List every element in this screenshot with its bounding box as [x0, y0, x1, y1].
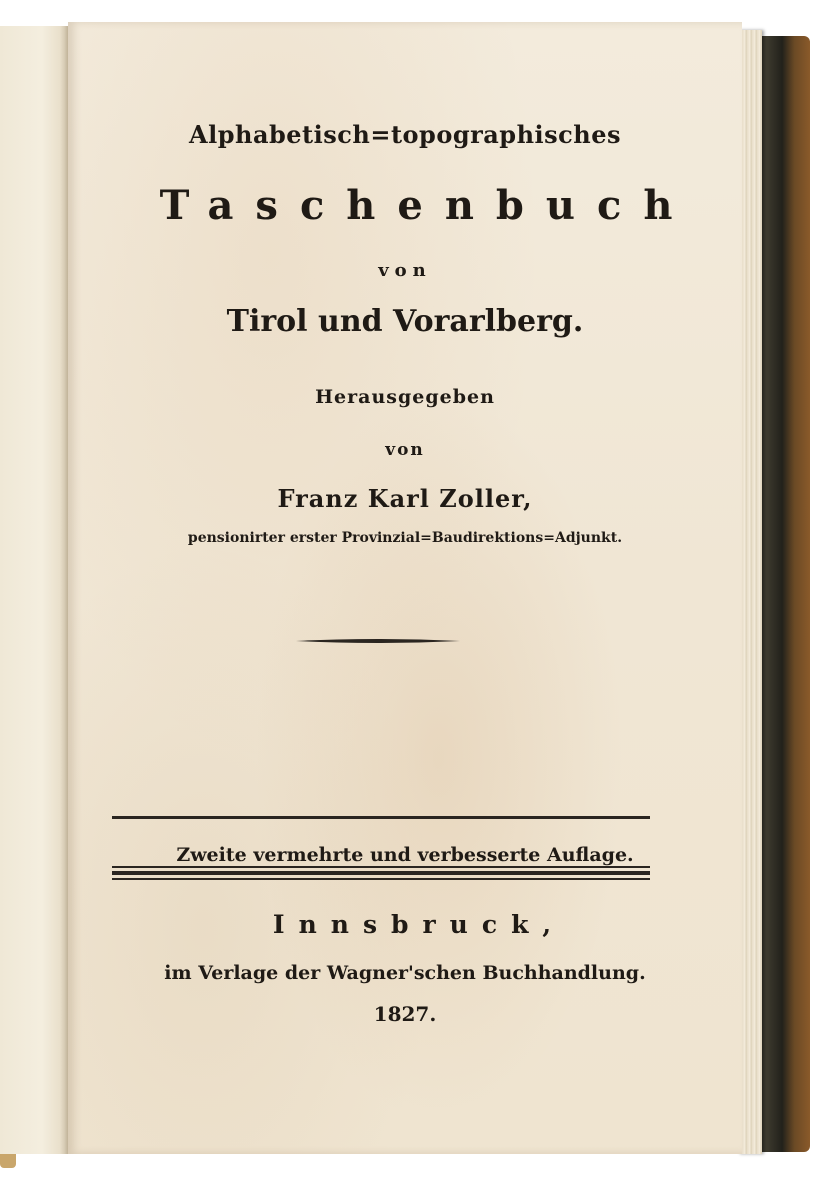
von-line: von — [378, 260, 432, 281]
divider-top — [112, 816, 650, 819]
author-name: Franz Karl Zoller, — [277, 484, 533, 513]
ornamental-rule — [296, 638, 460, 644]
region-title: Tirol und Vorarlberg. — [226, 304, 584, 339]
edition-line: Zweite vermehrte und verbesserte Auflage. — [176, 844, 634, 866]
divider-bottom-thin — [112, 878, 650, 880]
title-page — [68, 22, 742, 1154]
divider-bottom-thick — [112, 871, 650, 875]
divider-bottom — [112, 866, 650, 868]
year-line: 1827. — [373, 1002, 437, 1026]
herausgegeben-line: Herausgegeben — [315, 386, 495, 408]
author-title: pensionirter erster Provinzial=Baudirektions=Adjunkt. — [187, 530, 623, 546]
main-title: Taschenbuch — [159, 182, 695, 229]
subtitle-line: Alphabetisch=topographisches — [188, 120, 622, 149]
von-line-2: von — [385, 440, 425, 460]
place-line: Innsbruck, — [272, 910, 566, 939]
bookmark-ribbon — [0, 1154, 16, 1168]
publisher-line: im Verlage der Wagner'schen Buchhandlung. — [164, 962, 646, 984]
